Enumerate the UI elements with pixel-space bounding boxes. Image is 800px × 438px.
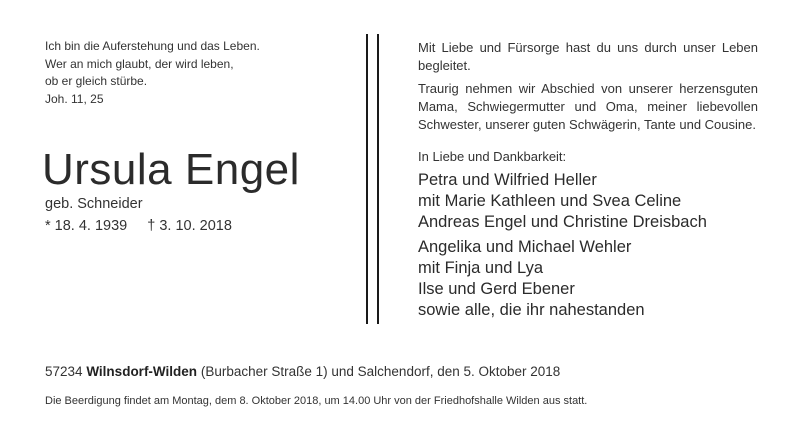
family-line: Angelika und Michael Wehler: [418, 238, 632, 256]
life-dates: [45, 218, 232, 234]
postcode: 57234: [45, 364, 83, 379]
deceased-name: Ursula Engel: [42, 145, 300, 194]
family-line: mit Marie Kathleen und Svea Celine: [418, 192, 682, 210]
message-line: Traurig nehmen wir Abschied von unserer herzensguten: [418, 81, 758, 96]
birth-date: * 18. 4. 1939: [45, 218, 128, 234]
message-paragraph: [418, 39, 758, 75]
message-line: Mit Liebe und Fürsorge hast du uns durch unser Leben: [418, 40, 758, 55]
family-group: [418, 237, 631, 279]
family-line: Petra und Wilfried Heller: [418, 171, 597, 189]
message-line: begleitet.: [418, 58, 471, 73]
bible-verse: [45, 38, 260, 108]
family-line: sowie alle, die ihr nahestanden: [418, 301, 645, 319]
divider-line: [377, 34, 379, 324]
farewell-paragraph: [418, 80, 758, 134]
address-line: [45, 364, 560, 379]
gratitude-line: In Liebe und Dankbarkeit:: [418, 149, 567, 164]
family-line: mit Finja und Lya: [418, 259, 544, 277]
maiden-name: geb. Schneider: [45, 196, 143, 212]
family-line: Andreas Engel und Christine Dreisbach: [418, 213, 707, 231]
verse-line: Wer an mich glaubt, der wird leben,: [45, 56, 234, 71]
town-name: Wilnsdorf-Wilden: [86, 364, 198, 379]
verse-line: Ich bin die Auferstehung und das Leben.: [45, 39, 260, 53]
address-rest: (Burbacher Straße 1) und Salchendorf, den 5. Oktober 2018: [200, 364, 561, 379]
message-line: Mama, Schwiegermutter und Oma, meiner liebevollen: [418, 99, 758, 114]
family-group: [418, 170, 681, 212]
message-line: Schwester, unserer guten Schwägerin, Tante und Cousine.: [418, 117, 756, 132]
verse-reference: Joh. 11, 25: [45, 91, 104, 106]
verse-line: ob er gleich stürbe.: [45, 74, 148, 88]
funeral-info: Die Beerdigung findet am Montag, dem 8. Oktober 2018, um 14.00 Uhr von der Friedhofshalle Wilden aus statt.: [45, 395, 588, 407]
family-line: Ilse und Gerd Ebener: [418, 280, 575, 298]
divider-line: [366, 34, 368, 324]
death-date: † 3. 10. 2018: [147, 218, 232, 234]
